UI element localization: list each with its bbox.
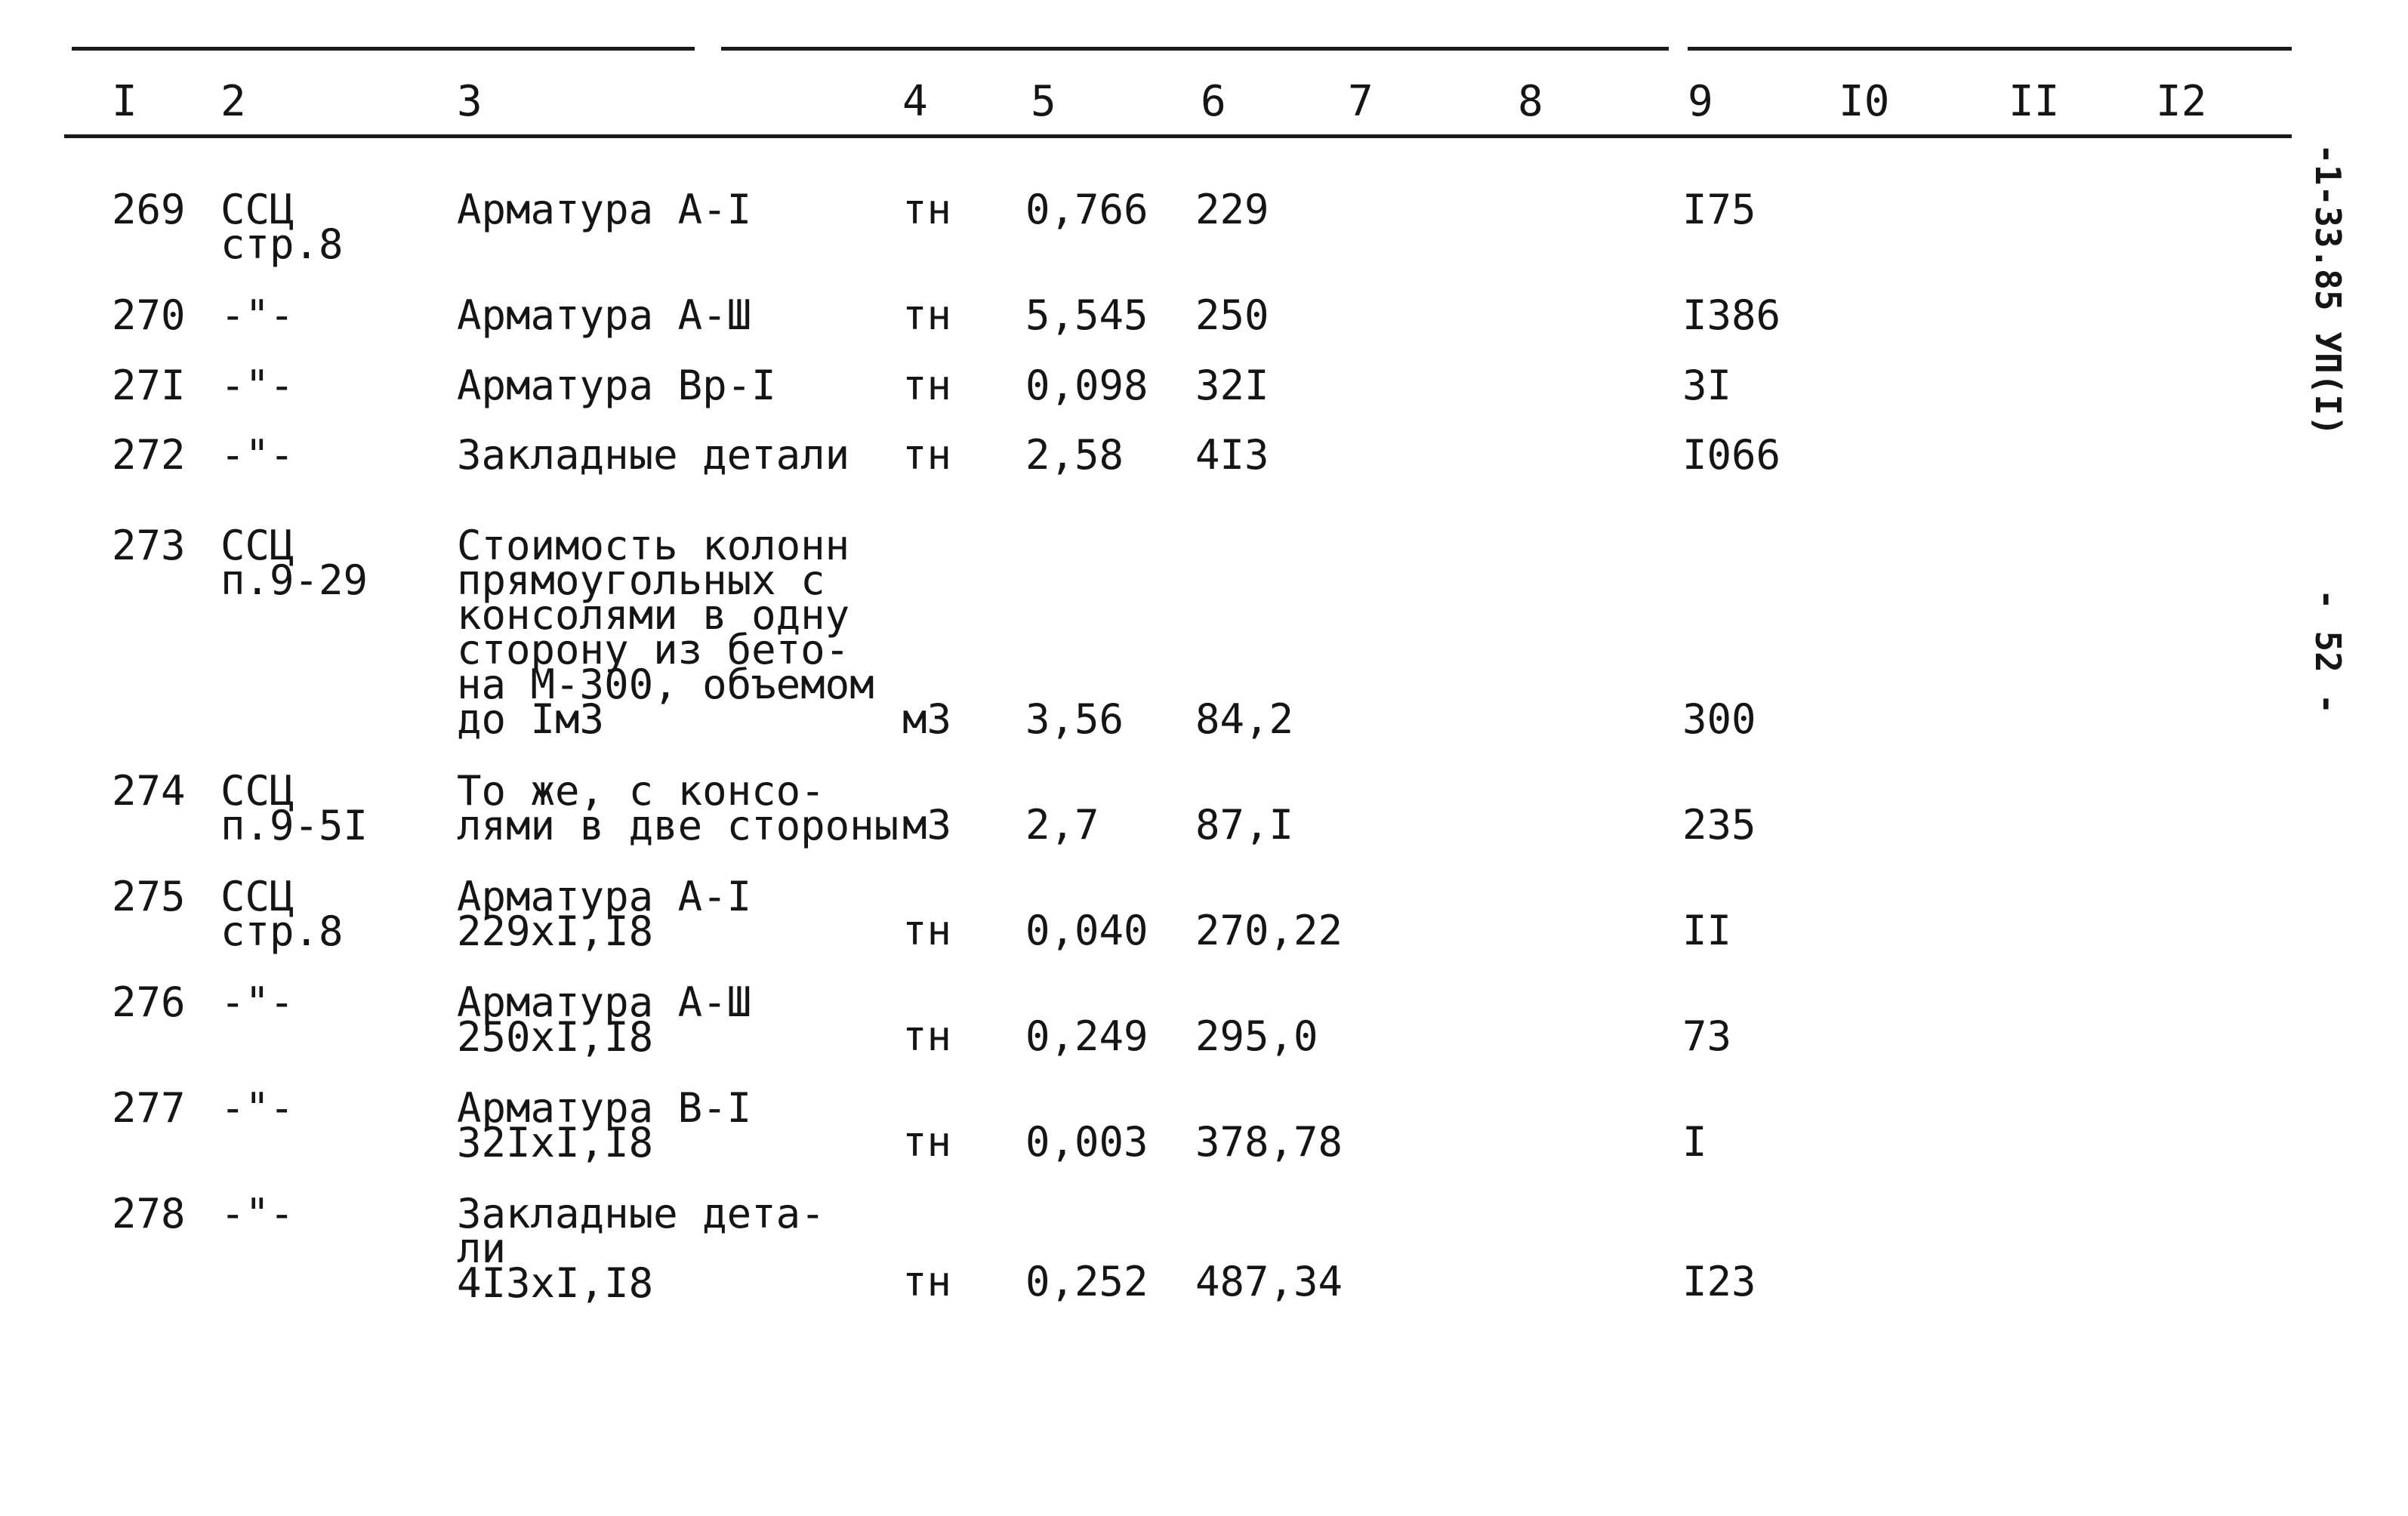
row-quantity: 5,545 xyxy=(1025,291,1149,339)
row-name: Арматура А-Ш xyxy=(457,291,752,339)
row-price: 295,0 xyxy=(1195,1012,1318,1060)
row-number: 276 xyxy=(112,978,186,1026)
row-unit: тн xyxy=(902,431,952,479)
row-source: -"- xyxy=(220,978,294,1026)
row-unit: м3 xyxy=(902,695,952,743)
row-total: I xyxy=(1682,1118,1707,1166)
margin-page-number: - 52 - xyxy=(2308,589,2348,715)
row-number: 270 xyxy=(112,291,186,339)
row-number: 274 xyxy=(112,767,186,815)
row-unit: тн xyxy=(902,186,952,233)
row-total: 235 xyxy=(1682,801,1756,849)
column-header: 6 xyxy=(1201,77,1226,126)
row-name: Арматура А-I 229хI,I8 xyxy=(457,873,752,955)
row-price: 270,22 xyxy=(1195,907,1343,954)
row-price: 87,I xyxy=(1195,801,1294,849)
row-source: -"- xyxy=(220,362,294,409)
row-unit: тн xyxy=(902,291,952,339)
row-unit: тн xyxy=(902,1012,952,1060)
column-header: 4 xyxy=(902,77,928,126)
row-name: Арматура А-I xyxy=(457,186,752,233)
row-name: То же, с консо- лями в две стороны xyxy=(457,767,899,849)
row-name: Закладные дета- ли 4I3хI,I8 xyxy=(457,1190,825,1307)
row-source: -"- xyxy=(220,291,294,339)
row-source: -"- xyxy=(220,431,294,479)
row-total: I066 xyxy=(1682,431,1781,479)
row-source: -"- xyxy=(220,1084,294,1132)
column-header: I0 xyxy=(1839,77,1890,126)
row-quantity: 0,003 xyxy=(1025,1118,1149,1166)
row-source: ССЦ п.9-29 xyxy=(220,522,368,604)
row-price: 84,2 xyxy=(1195,695,1294,743)
column-header: 3 xyxy=(457,77,483,126)
margin-document-code: -1-33.85 УП(I) xyxy=(2308,143,2348,436)
row-quantity: 0,098 xyxy=(1025,362,1149,409)
column-header: 2 xyxy=(220,77,246,126)
row-unit: тн xyxy=(902,362,952,409)
row-total: I75 xyxy=(1682,186,1756,233)
row-unit: тн xyxy=(902,1258,952,1305)
row-price: 487,34 xyxy=(1195,1258,1343,1305)
column-header: 8 xyxy=(1518,77,1543,126)
row-total: II xyxy=(1682,907,1732,954)
header-bottom-rule xyxy=(64,134,2292,138)
row-number: 275 xyxy=(112,873,186,920)
row-price: 32I xyxy=(1195,362,1269,409)
row-name: Стоимость колонн прямоугольных с консолями в одну сторону из бето- на М-300, объемом до Iм3 xyxy=(457,522,874,743)
row-quantity: 2,7 xyxy=(1025,801,1099,849)
row-source: -"- xyxy=(220,1190,294,1237)
row-total: 300 xyxy=(1682,695,1756,743)
row-quantity: 0,252 xyxy=(1025,1258,1149,1305)
row-unit: тн xyxy=(902,1118,952,1166)
row-number: 269 xyxy=(112,186,186,233)
row-total: I23 xyxy=(1682,1258,1756,1305)
row-total: 73 xyxy=(1682,1012,1732,1060)
row-total: I386 xyxy=(1682,291,1781,339)
row-quantity: 0,249 xyxy=(1025,1012,1149,1060)
row-name: Арматура В-I 32IхI,I8 xyxy=(457,1084,752,1166)
row-source: ССЦ п.9-5I xyxy=(220,767,368,849)
row-number: 272 xyxy=(112,431,186,479)
row-number: 277 xyxy=(112,1084,186,1132)
row-price: 378,78 xyxy=(1195,1118,1343,1166)
row-number: 27I xyxy=(112,362,186,409)
row-name: Арматура Вр-I xyxy=(457,362,776,409)
row-source: ССЦ стр.8 xyxy=(220,873,344,955)
column-header: II xyxy=(2009,77,2060,126)
column-header: I xyxy=(112,77,137,126)
row-quantity: 3,56 xyxy=(1025,695,1124,743)
row-price: 250 xyxy=(1195,291,1269,339)
row-quantity: 0,040 xyxy=(1025,907,1149,954)
row-name: Арматура А-Ш 250хI,I8 xyxy=(457,978,752,1061)
row-number: 278 xyxy=(112,1190,186,1237)
row-unit: тн xyxy=(902,907,952,954)
top-rule-middle xyxy=(721,47,1669,51)
column-header: I2 xyxy=(2156,77,2207,126)
row-number: 273 xyxy=(112,522,186,569)
top-rule-left xyxy=(72,47,695,51)
row-source: ССЦ стр.8 xyxy=(220,186,344,268)
top-rule-right xyxy=(1688,47,2292,51)
row-name: Закладные детали xyxy=(457,431,850,479)
row-quantity: 2,58 xyxy=(1025,431,1124,479)
row-price: 4I3 xyxy=(1195,431,1269,479)
column-header: 9 xyxy=(1688,77,1713,126)
row-quantity: 0,766 xyxy=(1025,186,1149,233)
column-header: 5 xyxy=(1031,77,1056,126)
row-unit: м3 xyxy=(902,801,952,849)
column-header: 7 xyxy=(1348,77,1374,126)
row-price: 229 xyxy=(1195,186,1269,233)
row-total: 3I xyxy=(1682,362,1732,409)
